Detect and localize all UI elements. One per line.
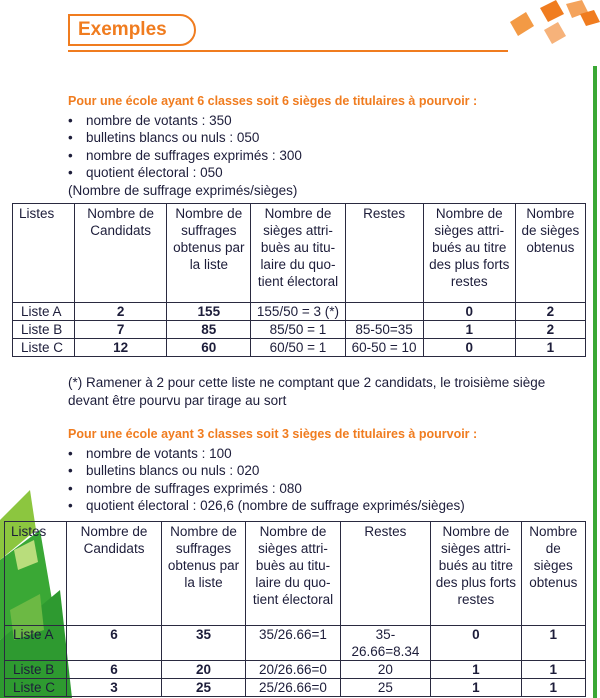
cell: 155: [167, 303, 251, 321]
section-1: [68, 93, 477, 199]
cell: 7: [75, 321, 167, 339]
cell: 0: [423, 339, 515, 357]
cell: 25/26.66=0: [246, 679, 340, 697]
cell: 20/26.66=0: [246, 661, 340, 679]
bullet: • nombre de suffrages exprimés : 080: [68, 480, 477, 498]
cell: 2: [515, 321, 585, 339]
header-cell: Nombre de suffrages obtenus par la liste: [161, 522, 245, 626]
cell: 35/26.66=1: [246, 626, 340, 661]
table-header-row: [5, 522, 586, 626]
cell: 6: [67, 626, 161, 661]
table-row: [5, 679, 586, 697]
table-row: [13, 303, 586, 321]
header-cell: Nombre de sièges obtenus: [515, 204, 585, 303]
list-name-cell: Liste C: [5, 679, 67, 697]
cell: 1: [423, 321, 515, 339]
header-cell: Nombre de suffrages obtenus par la liste: [167, 204, 251, 303]
list-name-cell: Liste A: [5, 626, 67, 661]
list-name-cell: Liste B: [13, 321, 75, 339]
cell: 1: [515, 339, 585, 357]
cell: 85: [167, 321, 251, 339]
cell: 12: [75, 339, 167, 357]
cell: 0: [431, 626, 521, 661]
cell: 1: [521, 661, 585, 679]
list-name-cell: Liste A: [13, 303, 75, 321]
bullet: • quotient électoral : 026,6 (nombre de suffrage exprimés/sièges): [68, 497, 477, 515]
cell: 6: [67, 661, 161, 679]
bullet: • bulletins blancs ou nuls : 050: [68, 129, 477, 147]
bullet: • quotient électoral : 050: [68, 164, 477, 182]
cell: 85/50 = 1: [251, 321, 345, 339]
cell: [345, 303, 423, 321]
header-cell: Nombre de sièges attri-buès au titu-laire du quo-tient électoral: [246, 522, 340, 626]
bullet: • nombre de suffrages exprimés : 300: [68, 147, 477, 165]
header-cell: Listes: [5, 522, 67, 626]
cell: 25: [340, 679, 430, 697]
cell: 20: [340, 661, 430, 679]
header-cell: Restes: [345, 204, 423, 303]
cell: 1: [431, 661, 521, 679]
section-2-heading: Pour une école ayant 3 classes soit 3 sièges de titulaires à pourvoir :: [68, 427, 478, 441]
header-cell: Nombre de sièges attri-buès au titu-laire du quo-tient électoral: [251, 204, 345, 303]
header-cell: Nombre de Candidats: [75, 204, 167, 303]
results-table-2: [4, 521, 586, 697]
table-row: [5, 626, 586, 661]
cell: 0: [423, 303, 515, 321]
cell: 60: [167, 339, 251, 357]
table-row: [5, 661, 586, 679]
cell: 35-26.66=8.34: [340, 626, 430, 661]
cell: 85-50=35: [345, 321, 423, 339]
section-1-extra: (Nombre de suffrage exprimés/sièges): [68, 182, 298, 198]
cell: 1: [521, 679, 585, 697]
cell: 2: [75, 303, 167, 321]
footnote: (*) Ramener à 2 pour cette liste ne comptant que 2 candidats, le troisième siège devant être pourvu par tirage au sort: [68, 375, 546, 408]
cell: 2: [515, 303, 585, 321]
cell: 3: [67, 679, 161, 697]
cell: 1: [431, 679, 521, 697]
results-table-1: [12, 203, 586, 357]
cell: 1: [521, 626, 585, 661]
cell: 60-50 = 10: [345, 339, 423, 357]
header-cell: Nombre de sièges obtenus: [521, 522, 585, 626]
list-name-cell: Liste C: [13, 339, 75, 357]
title-rule: [68, 50, 508, 52]
section-1-heading: Pour une école ayant 6 classes soit 6 sièges de titulaires à pourvoir :: [68, 94, 478, 108]
table-header-row: [13, 204, 586, 303]
right-green-bar: [593, 66, 597, 698]
cell: 25: [161, 679, 245, 697]
table-row: [13, 339, 586, 357]
cell: 155/50 = 3 (*): [251, 303, 345, 321]
table-row: [13, 321, 586, 339]
header-cell: Nombre de Candidats: [67, 522, 161, 626]
bullet: • nombre de votants : 350: [68, 112, 477, 130]
header-cell: Nombre de sièges attri-bués au titre des plus forts restes: [431, 522, 521, 626]
cell: 60/50 = 1: [251, 339, 345, 357]
orange-squares-decoration: [500, 0, 600, 52]
bullet: • nombre de votants : 100: [68, 445, 477, 463]
page-title: Exemples: [78, 19, 167, 40]
header-cell: Listes: [13, 204, 75, 303]
cell: 20: [161, 661, 245, 679]
header-cell: Restes: [340, 522, 430, 626]
header-cell: Nombre de sièges attri-bués au titre des plus forts restes: [423, 204, 515, 303]
section-2: [68, 426, 477, 515]
bullet: • bulletins blancs ou nuls : 020: [68, 462, 477, 480]
list-name-cell: Liste B: [5, 661, 67, 679]
cell: 35: [161, 626, 245, 661]
